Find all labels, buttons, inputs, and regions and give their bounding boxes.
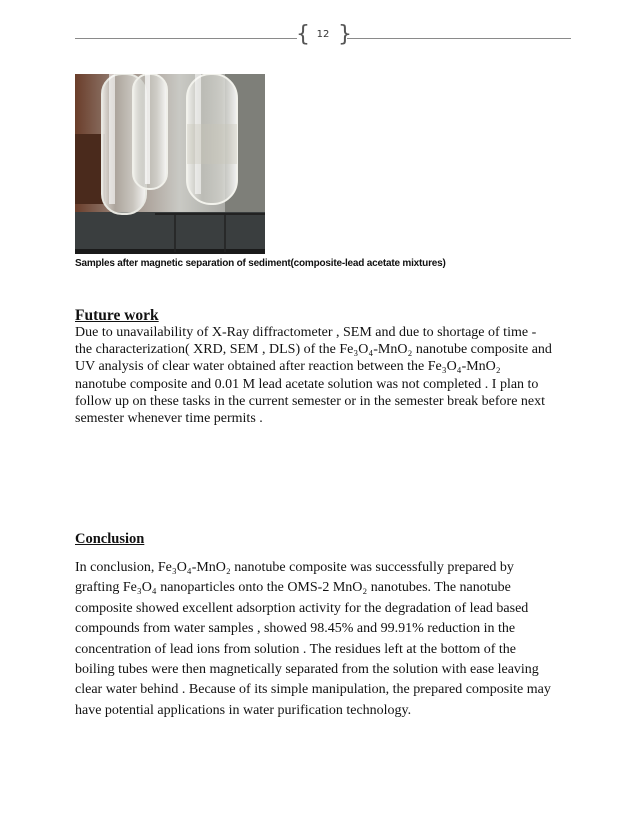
future-work-line: semester whenever time permits .: [75, 411, 263, 427]
left-brace-icon: {: [296, 22, 310, 47]
page-number: 12: [316, 29, 330, 40]
conclusion-line: boiling tubes were then magnetically separated from the solution with ease leaving: [75, 662, 539, 678]
conclusion-line: clear water behind . Because of its simple manipulation, the prepared composite may: [75, 682, 551, 698]
future-work-line: UV analysis of clear water obtained after reaction between the Fe₃O₄-MnO₂: [75, 359, 501, 375]
figure-caption: Samples after magnetic separation of sediment(composite-lead acetate mixtures): [75, 258, 446, 269]
conclusion-paragraph: [75, 558, 575, 721]
future-work-line: nanotube composite and 0.01 M lead acetate solution was not completed . I plan to: [75, 376, 539, 392]
future-work-paragraph: [75, 324, 575, 427]
conclusion-line: compounds from water samples , showed 98.45% and 99.91% reduction in the: [75, 621, 516, 637]
header-rule-right: [347, 38, 571, 39]
sample-tubes-illustration: [75, 74, 265, 254]
future-work-line: the characterization( XRD, SEM , DLS) of the Fe₃O₄-MnO₂ nanotube composite and: [75, 342, 552, 358]
sample-tubes-photo: [75, 74, 265, 254]
header-rule-left: [75, 38, 297, 39]
future-work-line: follow up on these tasks in the current semester or in the semester break before next: [75, 393, 546, 409]
future-work-heading: Future work: [75, 307, 159, 324]
conclusion-line: concentration of lead ions from solution . The residues left at the bottom of the: [75, 641, 517, 657]
right-brace-icon: }: [338, 22, 352, 47]
conclusion-line: have potential applications in water purification technology.: [75, 702, 412, 718]
conclusion-line: composite showed excellent adsorption activity for the degradation of lead based: [75, 600, 529, 616]
conclusion-heading: Conclusion: [75, 531, 145, 547]
conclusion-line: In conclusion, Fe₃O₄-MnO₂ nanotube composite was successfully prepared by: [75, 560, 514, 575]
future-work-line: Due to unavailability of X-Ray diffractometer , SEM and due to shortage of time -: [75, 325, 537, 340]
conclusion-line: grafting Fe₃O₄ nanoparticles onto the OMS-2 MnO₂ nanotubes. The nanotube: [75, 580, 511, 596]
